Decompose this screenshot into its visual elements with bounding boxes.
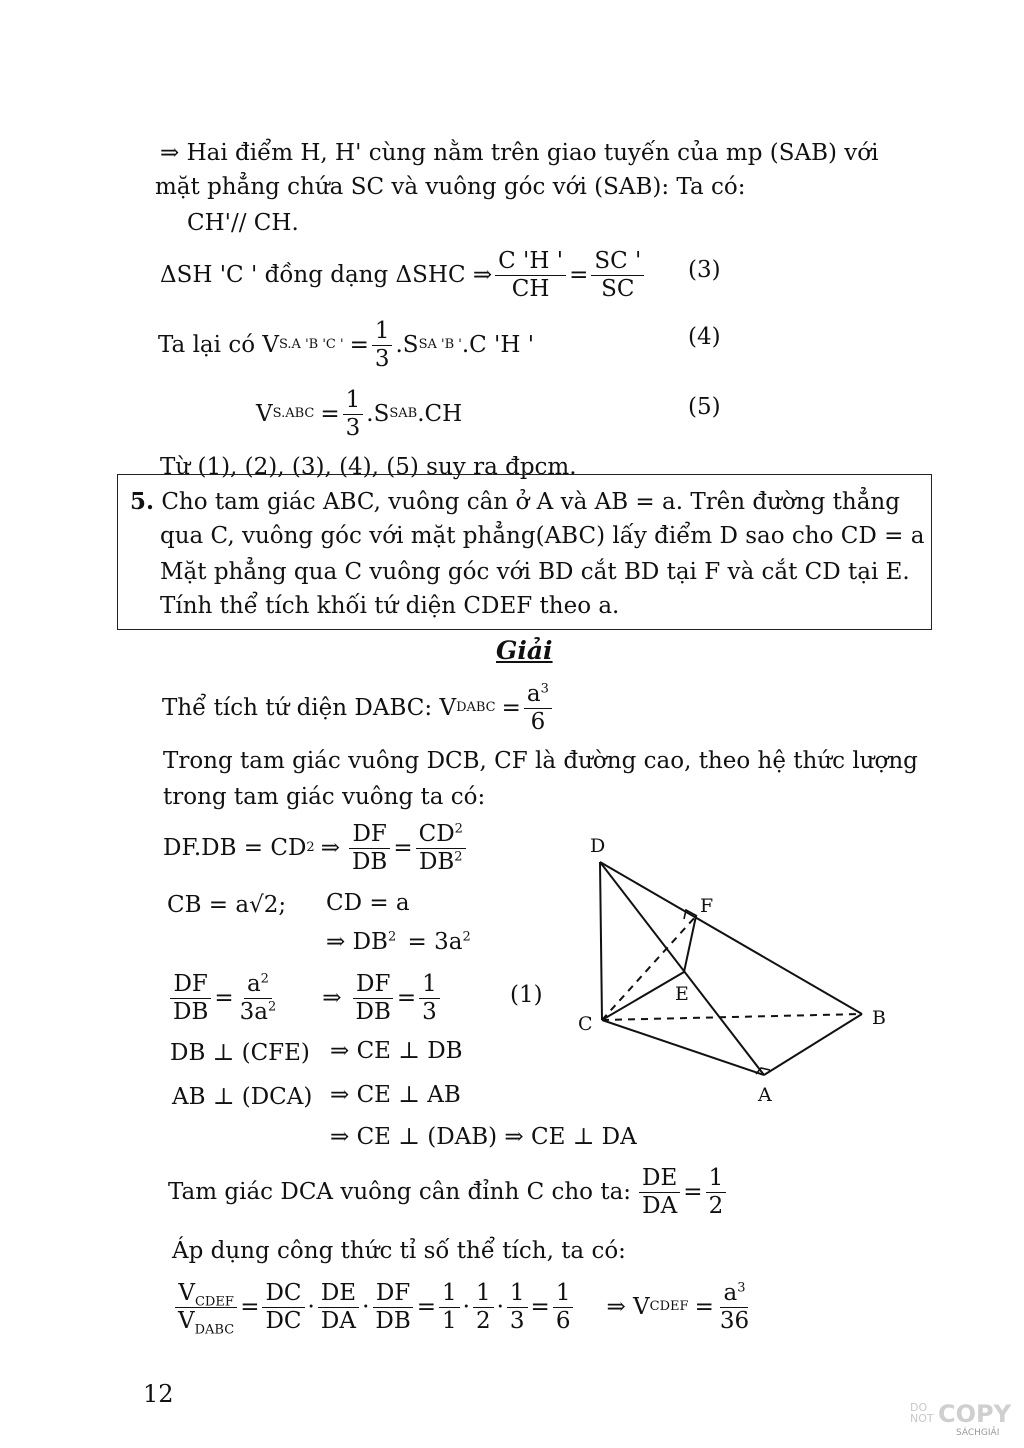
eq3-lead: ΔSH 'C ' đồng dạng ΔSHC ⇒ <box>160 262 493 288</box>
s12-result <box>717 1281 752 1332</box>
s3-lead: DF.DB = CD <box>163 835 307 861</box>
eq4-s: .S <box>395 332 419 358</box>
s12-f3 <box>372 1281 413 1332</box>
solution-db-perp-b: ⇒ CE ⊥ DB <box>330 1038 463 1064</box>
s12-res-num-sup: 3 <box>737 1280 746 1296</box>
solution-ab-perp-b: ⇒ CE ⊥ AB <box>330 1082 461 1108</box>
s12-f2-den: DA <box>320 1307 356 1334</box>
eq3-f2-num: SC ' <box>591 249 644 275</box>
s3-f2-den-sup: 2 <box>454 848 463 864</box>
watermark-not: NOT <box>910 1412 934 1425</box>
edge-ab <box>764 1014 862 1075</box>
s6-arrow: ⇒ <box>322 985 342 1011</box>
solution-db-squared <box>326 927 471 957</box>
s12-equals-1: = <box>240 1294 260 1320</box>
s5-sup-2: 2 <box>462 929 471 945</box>
s12-f2 <box>318 1281 359 1332</box>
s12-f3-num: DF <box>373 1281 413 1307</box>
s10-f2-den: 2 <box>708 1192 724 1219</box>
s12-r4 <box>553 1281 574 1332</box>
s12-dot-1: · <box>307 1294 315 1320</box>
eq4-lead: Ta lại có V <box>158 332 279 358</box>
eq3-fraction-2 <box>591 249 644 300</box>
s12-equals-4: = <box>694 1294 714 1320</box>
label-a: A <box>758 1084 772 1106</box>
solution-de-da <box>168 1162 729 1222</box>
s6-f4-num: 1 <box>419 972 440 998</box>
s12-r3-den: 3 <box>509 1307 525 1334</box>
equation-4: Ta lại có V S.A 'B 'C ' = $\frac{1}{3}$ .S SA 'B ' .C 'H ' <box>158 318 535 372</box>
solution-df-db: DF.DB = CD 2 ⇒ $\frac{DF}{DB}$ = $\frac{CD^2}{DB^2}$ <box>163 818 469 878</box>
s12-dot-4: · <box>496 1294 504 1320</box>
s12-r2-num: 1 <box>473 1281 494 1307</box>
label-e: E <box>675 983 689 1005</box>
s1-den: 6 <box>530 708 546 735</box>
s6-fraction-4 <box>419 972 440 1023</box>
s12-f1-den: DC <box>265 1307 302 1334</box>
solution-text-2: trong tam giác vuông ta có: <box>163 784 486 810</box>
solution-ce-perp-da: ⇒ CE ⊥ (DAB) ⇒ CE ⊥ DA <box>330 1124 637 1150</box>
s12-r1-den: 1 <box>442 1307 457 1334</box>
watermark-copy: COPY <box>938 1400 1011 1428</box>
s6-f2-den-sup: 2 <box>267 998 277 1014</box>
edge-da <box>600 862 764 1075</box>
solution-ratio-df-db <box>167 966 443 1030</box>
s12-r4-den: 6 <box>555 1307 571 1334</box>
s6-f3-den: DB <box>355 998 391 1025</box>
s6-fraction-2 <box>237 972 280 1023</box>
problem-line-3: Mặt phẳng qua C vuông góc với BD cắt BD tại F và cắt CD tại E. <box>160 559 910 585</box>
s1-fraction <box>524 682 552 733</box>
s12-f2-num: DE <box>318 1281 359 1307</box>
label-f: F <box>700 895 714 917</box>
s12-arrow: ⇒ V <box>606 1294 650 1320</box>
s3-f2-num-sup: 2 <box>454 821 463 837</box>
s6-f1-num: DF <box>170 972 210 998</box>
s3-f1-num: DF <box>349 822 389 848</box>
eq3-f1-num: C 'H ' <box>495 249 566 275</box>
s1-num-sup: 3 <box>540 681 549 697</box>
watermark-do-not <box>910 1402 934 1424</box>
s12-res-num <box>720 1281 748 1307</box>
s12-dot-2: · <box>362 1294 370 1320</box>
eq4-den: 3 <box>374 345 390 372</box>
solution-heading: Giải <box>496 636 553 665</box>
label-d: D <box>590 835 606 857</box>
s12-f3-den: DB <box>375 1307 411 1334</box>
s12-v1-sub: CDEF <box>194 1294 234 1310</box>
s6-f4-den: 3 <box>422 998 437 1025</box>
s10-f1-den: DA <box>642 1192 678 1219</box>
problem-line-1 <box>130 487 900 517</box>
s3-arrow: ⇒ <box>320 835 340 861</box>
solution-apply-formula: Áp dụng công thức tỉ số thể tích, ta có: <box>172 1238 626 1264</box>
s3-equals: = <box>393 835 413 861</box>
problem-text-1: Cho tam giác ABC, vuông cân ở A và AB = a. Trên đường thẳng <box>161 489 900 515</box>
s3-f2-num-base: CD <box>418 821 455 848</box>
s1-num-base: a <box>526 681 541 708</box>
s12-res-num-base: a <box>723 1280 738 1307</box>
s12-v-num <box>175 1280 237 1310</box>
s3-f1-den: DB <box>351 848 388 875</box>
equation-5: V S.ABC = $\frac{1}{3}$ .S SAB .CH <box>256 387 463 441</box>
s1-equals: = <box>501 695 521 721</box>
tetrahedron-figure <box>560 830 910 1110</box>
s12-r3-num: 1 <box>507 1281 528 1307</box>
s1-lead: Thể tích tứ diện DABC: V <box>162 695 457 721</box>
problem-box <box>117 474 932 630</box>
s6-f3-num: DF <box>353 972 393 998</box>
s6-f2-num-base: a <box>246 971 261 998</box>
s6-fraction-3 <box>353 972 394 1023</box>
s12-r1 <box>439 1281 460 1332</box>
s10-f1-num: DE <box>639 1166 680 1192</box>
s12-f1-num: DC <box>262 1281 304 1307</box>
s12-fraction-v <box>175 1280 237 1338</box>
eq5-den: 3 <box>345 414 361 441</box>
s3-fraction-1 <box>349 822 390 873</box>
solution-db-perp-a: DB ⊥ (CFE) <box>170 1040 310 1066</box>
eq3-tag: (3) <box>688 257 721 283</box>
solution-ab-perp-a: AB ⊥ (DCA) <box>172 1084 313 1110</box>
label-c: C <box>578 1013 593 1035</box>
watermark-brand: SÁCHGIẢI <box>956 1428 1000 1438</box>
s12-r4-num: 1 <box>553 1281 574 1307</box>
s3-f2-den-base: DB <box>418 848 455 875</box>
solution-volume-dabc: Thể tích tứ diện DABC: V DABC = $\frac{a^3}{6}$ <box>162 678 555 738</box>
watermark-logo <box>906 1400 1010 1444</box>
s6-f2-num-sup: 2 <box>260 971 269 987</box>
s12-r3 <box>507 1281 528 1332</box>
segment-ce <box>602 972 684 1020</box>
solution-cb: CB = a√2; <box>167 892 287 918</box>
s5-a: ⇒ DB <box>326 929 388 955</box>
s6-f2-den-base: 3a <box>239 998 268 1025</box>
s5-sup: 2 <box>387 929 397 945</box>
s12-equals-2: = <box>416 1294 436 1320</box>
edge-dc <box>600 862 602 1020</box>
s3-f2-den <box>416 849 466 874</box>
s10-f2-num: 1 <box>706 1166 727 1192</box>
s12-dot-3: · <box>462 1294 470 1320</box>
s6-fraction-1 <box>170 972 211 1023</box>
eq4-tag: (4) <box>688 324 721 350</box>
solution-cd: CD = a <box>326 890 410 916</box>
watermark-do: DO <box>910 1401 928 1414</box>
conclusion-line: Từ (1), (2), (3), (4), (5) suy ra đpcm. <box>160 454 577 480</box>
s10-equals: = <box>683 1179 703 1205</box>
s12-f1 <box>262 1281 304 1332</box>
intro-line-3: CH'// CH. <box>187 210 299 236</box>
problem-line-4: Tính thể tích khối tứ diện CDEF theo a. <box>160 593 620 619</box>
eq5-fraction <box>343 388 364 439</box>
s3-f2-num <box>416 822 466 848</box>
eq3-f1-den: CH <box>511 275 550 302</box>
intro-line-1: ⇒ Hai điểm H, H' cùng nằm trên giao tuyến của mp (SAB) với <box>160 140 879 166</box>
eq4-equals: = <box>349 332 369 358</box>
edge-ca <box>602 1020 764 1075</box>
s10-lead: Tam giác DCA vuông cân đỉnh C cho ta: <box>168 1179 632 1205</box>
solution-text-1: Trong tam giác vuông DCB, CF là đường cao, theo hệ thức lượng <box>163 748 918 774</box>
label-b: B <box>872 1007 886 1029</box>
s12-v2-sub: DABC <box>194 1322 235 1338</box>
edge-db <box>600 862 862 1014</box>
eq4-tail: .C 'H ' <box>461 332 535 358</box>
eq4-fraction <box>372 319 393 370</box>
s5-b: = 3a <box>407 929 463 955</box>
eq5-equals: = <box>320 401 340 427</box>
s6-f2-num <box>244 972 272 998</box>
segment-ef <box>684 916 696 972</box>
eq5-s: .S <box>366 401 390 427</box>
s12-r1-num: 1 <box>439 1281 460 1307</box>
s12-v1: V <box>178 1280 195 1307</box>
s6-tag: (1) <box>510 982 543 1008</box>
problem-line-2: qua C, vuông góc với mặt phẳng(ABC) lấy điểm D sao cho CD = a <box>160 523 925 549</box>
s6-f1-den: DB <box>173 998 209 1025</box>
s6-f2-den <box>237 999 280 1024</box>
equation-3 <box>160 245 647 305</box>
eq4-num: 1 <box>372 319 393 345</box>
s10-fraction-2 <box>706 1166 727 1217</box>
problem-number: 5. <box>130 488 155 515</box>
s1-num <box>524 682 552 708</box>
s6-equals: = <box>214 985 234 1011</box>
s3-fraction-2 <box>416 822 466 873</box>
eq5-num: 1 <box>343 388 364 414</box>
s12-r2-den: 2 <box>475 1307 491 1334</box>
s12-v2: V <box>178 1307 195 1334</box>
s12-equals-3: = <box>530 1294 550 1320</box>
page-number: 12 <box>143 1380 174 1408</box>
edge-cb-hidden <box>602 1014 862 1020</box>
s6-equals-2: = <box>396 985 417 1011</box>
s12-v-den <box>175 1307 237 1338</box>
eq5-lead: V <box>256 401 273 427</box>
s12-r2 <box>473 1281 494 1332</box>
eq3-equals: = <box>569 262 589 288</box>
eq5-tail: .CH <box>417 401 463 427</box>
eq5-tag: (5) <box>688 394 721 420</box>
eq3-f2-den: SC <box>601 275 635 302</box>
intro-line-2: mặt phẳng chứa SC và vuông góc với (SAB): Ta có: <box>155 174 746 200</box>
s12-res-den: 36 <box>719 1307 750 1334</box>
s10-fraction-1 <box>639 1166 680 1217</box>
eq3-fraction-1 <box>495 249 566 300</box>
solution-volume-ratio: $\frac{V_{CDEF}}{V_{DABC}}$ = $\frac{DC}{DC}$ · $\frac{DE}{DA}$ · $\frac{DF}{DB}$ = $\frac{1}{1}$ · $\frac{1}{2}$ · $\frac{1}{3}$ = $\frac{1}{6}$ ⇒ V CDEF = $\frac{a^3}{36}$ <box>172 1272 755 1342</box>
